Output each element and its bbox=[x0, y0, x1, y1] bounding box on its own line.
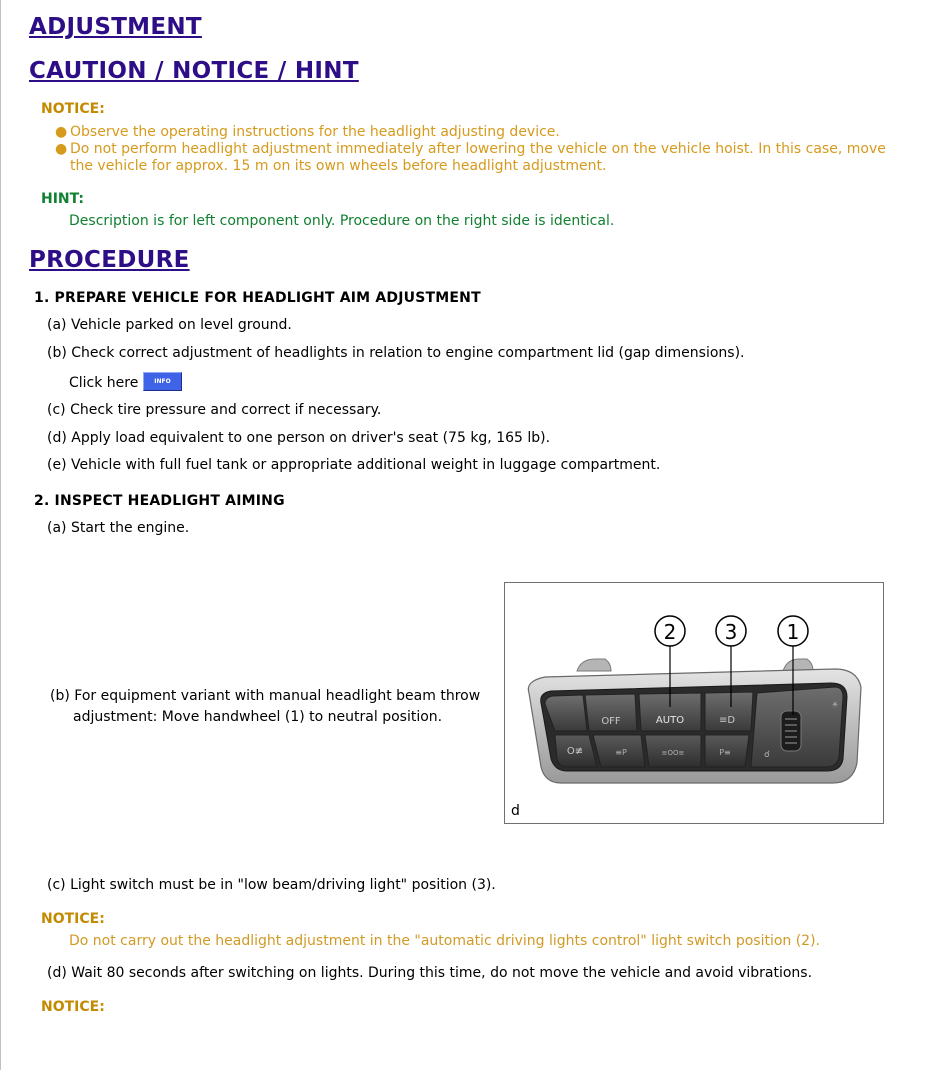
callout-2: 2 bbox=[663, 620, 677, 644]
light-switch-figure bbox=[504, 582, 884, 824]
bullet-icon: ● bbox=[55, 141, 68, 157]
step-2a: (a) Start the engine. bbox=[47, 520, 190, 536]
brightness-icon: ☀ bbox=[831, 700, 839, 709]
off-button-label: OFF bbox=[601, 716, 621, 727]
heading-adjustment: ADJUSTMENT bbox=[29, 14, 202, 40]
list-item: ● Do not perform headlight adjustment immediately after lowering the vehicle on the vehicle hoist. In this case, move the vehicle for approx. 15 m on its own wheels before headlight adjustment. bbox=[55, 141, 886, 174]
step-2b-line2: adjustment: Move handwheel (1) to neutral position. bbox=[73, 709, 443, 725]
page-left-border bbox=[0, 0, 1, 1070]
callout-1: 1 bbox=[786, 620, 800, 644]
side-light-icon: ≡OO≡ bbox=[661, 749, 685, 757]
list-item: ● Observe the operating instructions for the headlight adjusting device. bbox=[55, 124, 560, 140]
heading-procedure: PROCEDURE bbox=[29, 247, 190, 273]
parking-light-icon: ≡P bbox=[615, 748, 627, 757]
bullet-icon: ● bbox=[55, 124, 68, 140]
step-1a: (a) Vehicle parked on level ground. bbox=[47, 317, 292, 333]
auto-button-label: AUTO bbox=[655, 715, 685, 726]
light-switch-illustration bbox=[505, 583, 883, 823]
low-beam-icon: ≡D bbox=[718, 715, 736, 726]
hint-text: Description is for left component only. Procedure on the right side is identical. bbox=[69, 213, 615, 229]
notice-label: NOTICE: bbox=[41, 101, 105, 117]
step-2c: (c) Light switch must be in "low beam/driving light" position (3). bbox=[47, 877, 496, 893]
notice-2-label: NOTICE: bbox=[41, 911, 105, 927]
hint-label: HINT: bbox=[41, 191, 85, 207]
fog-light-icon: O≢ bbox=[566, 746, 584, 757]
step-2b-line1: (b) For equipment variant with manual headlight beam throw bbox=[50, 688, 481, 704]
step-2-title: 2. INSPECT HEADLIGHT AIMING bbox=[34, 493, 285, 509]
step-2d: (d) Wait 80 seconds after switching on lights. During this time, do not move the vehicle and avoid vibrations. bbox=[47, 965, 813, 981]
figure-letter: d bbox=[511, 803, 520, 819]
click-here-text: Click here bbox=[69, 375, 139, 391]
notice-3-label: NOTICE: bbox=[41, 999, 105, 1015]
step-1d: (d) Apply load equivalent to one person on driver's seat (75 kg, 165 lb). bbox=[47, 430, 551, 446]
callout-3: 3 bbox=[724, 620, 738, 644]
step-1e: (e) Vehicle with full fuel tank or appropriate additional weight in luggage compartment. bbox=[47, 457, 661, 473]
notice-2-text: Do not carry out the headlight adjustment in the "automatic driving lights control" light switch position (2). bbox=[69, 933, 821, 949]
step-1c: (c) Check tire pressure and correct if necessary. bbox=[47, 402, 382, 418]
rear-fog-icon: P≡ bbox=[719, 748, 731, 757]
info-button[interactable]: INFO bbox=[143, 372, 182, 391]
headlight-range-icon: ☌ bbox=[763, 750, 771, 760]
heading-caution-notice-hint: CAUTION / NOTICE / HINT bbox=[29, 58, 359, 84]
step-2b bbox=[50, 686, 490, 728]
step-1-title: 1. PREPARE VEHICLE FOR HEADLIGHT AIM ADJUSTMENT bbox=[34, 290, 481, 306]
step-1b: (b) Check correct adjustment of headlights in relation to engine compartment lid (gap dimensions). bbox=[47, 345, 745, 361]
notice-bullet-list bbox=[50, 124, 910, 175]
